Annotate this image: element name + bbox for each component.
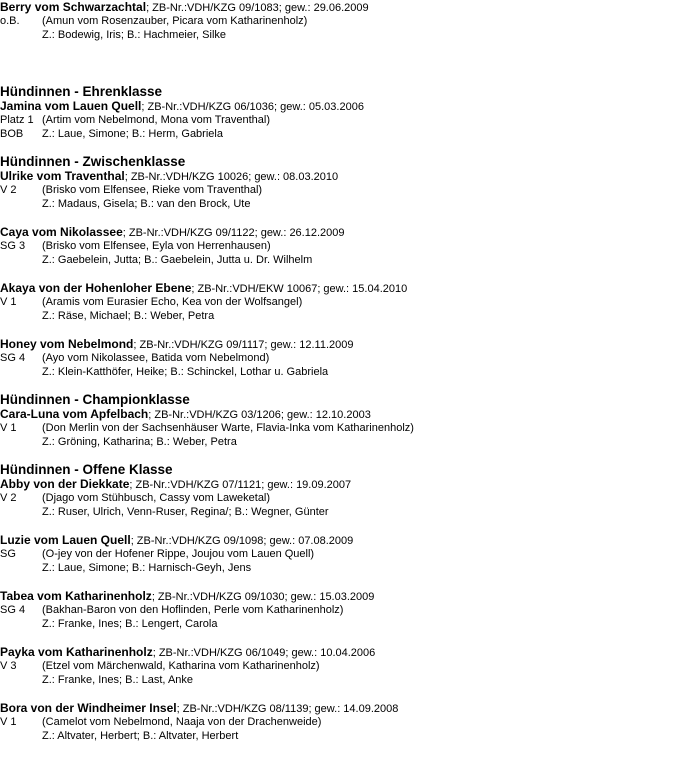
grade: SG — [0, 548, 16, 560]
parents: (Bakhan-Baron von den Hoflinden, Perle vom Katharinenholz) — [42, 604, 344, 616]
registration-info: ; ZB-Nr.:VDH/KZG 10026; gew.: 08.03.2010 — [124, 171, 339, 183]
dog-name: Payka vom Katharinenholz — [0, 645, 153, 659]
entry-parents-row — [0, 239, 700, 253]
entry-parents-row — [0, 659, 700, 673]
class-section-ehrenklasse — [0, 84, 700, 141]
parents: (Aramis vom Eurasier Echo, Kea von der Wolfsangel) — [42, 296, 303, 308]
breeder-owner: Z.: Altvater, Herbert; B.: Altvater, Herbert — [42, 730, 239, 742]
class-section-zwischenklasse — [0, 154, 700, 379]
entry-parents-row — [0, 603, 700, 617]
class-title: Hündinnen - Zwischenklasse — [0, 154, 186, 169]
spacer — [0, 42, 700, 84]
class-title: Hündinnen - Ehrenklasse — [0, 84, 163, 99]
dog-name: Ulrike vom Traventhal — [0, 169, 125, 183]
grade: SG 4 — [0, 604, 26, 616]
entry-heading — [0, 533, 700, 547]
breeder-owner: Z.: Bodewig, Iris; B.: Hachmeier, Silke — [42, 29, 227, 41]
parents: (O-jey von der Hofener Rippe, Joujou vom Lauen Quell) — [42, 548, 315, 560]
dog-name: Berry vom Schwarzachtal — [0, 0, 147, 14]
breeder-owner: Z.: Franke, Ines; B.: Lengert, Carola — [42, 618, 218, 630]
spacer — [0, 631, 700, 645]
spacer — [0, 575, 700, 589]
dog-entry — [0, 99, 700, 141]
entry-parents-row — [0, 14, 700, 28]
parents: (Artim vom Nebelmond, Mona vom Traventhal) — [42, 114, 271, 126]
entry-breeder-row — [0, 127, 700, 141]
breeder-owner: Z.: Klein-Katthöfer, Heike; B.: Schinckel, Lothar u. Gabriela — [42, 366, 329, 378]
grade: V 1 — [0, 296, 17, 308]
spacer — [0, 323, 700, 337]
class-section-offene-klasse — [0, 462, 700, 743]
award: BOB — [0, 128, 24, 140]
dog-name: Abby von der Diekkate — [0, 477, 130, 491]
entry-heading — [0, 99, 700, 113]
breeder-owner: Z.: Ruser, Ulrich, Venn-Ruser, Regina/; B.: Wegner, Günter — [42, 506, 329, 518]
registration-info: ; ZB-Nr.:VDH/KZG 07/1121; gew.: 19.09.2007 — [129, 479, 352, 491]
entry-heading — [0, 281, 700, 295]
entry-heading — [0, 589, 700, 603]
parents: (Amun vom Rosenzauber, Picara vom Katharinenholz) — [42, 15, 308, 27]
parents: (Etzel vom Märchenwald, Katharina vom Katharinenholz) — [42, 660, 320, 672]
entry-parents-row — [0, 491, 700, 505]
grade: Platz 1 — [0, 114, 34, 126]
registration-info: ; ZB-Nr.:VDH/KZG 09/1098; gew.: 07.08.2009 — [130, 535, 354, 547]
grade: V 1 — [0, 422, 17, 434]
dog-name: Tabea vom Katharinenholz — [0, 589, 152, 603]
dog-entry — [0, 281, 700, 323]
dog-name: Akaya von der Hohenloher Ebene — [0, 281, 192, 295]
breeder-owner: Z.: Laue, Simone; B.: Herm, Gabriela — [42, 128, 223, 140]
dog-name: Honey vom Nebelmond — [0, 337, 134, 351]
class-section-championklasse — [0, 392, 700, 449]
parents: (Ayo vom Nikolassee, Batida vom Nebelmond) — [42, 352, 270, 364]
dog-entry — [0, 701, 700, 743]
breeder-owner: Z.: Räse, Michael; B.: Weber, Petra — [42, 310, 215, 322]
registration-info: ; ZB-Nr.:VDH/KZG 08/1139; gew.: 14.09.2008 — [176, 703, 399, 715]
dog-name: Bora von der Windheimer Insel — [0, 701, 177, 715]
entry-parents-row — [0, 421, 700, 435]
registration-info: ; ZB-Nr.:VDH/KZG 09/1030; gew.: 15.03.2009 — [151, 591, 375, 603]
breeder-owner: Z.: Franke, Ines; B.: Last, Anke — [42, 674, 194, 686]
parents: (Djago vom Stühbusch, Cassy vom Laweketal) — [42, 492, 271, 504]
entry-parents-row — [0, 183, 700, 197]
entry-heading — [0, 169, 700, 183]
dog-entry — [0, 407, 700, 449]
grade: V 3 — [0, 660, 17, 672]
entry-parents-row — [0, 295, 700, 309]
spacer — [0, 267, 700, 281]
grade: SG 4 — [0, 352, 26, 364]
registration-info: ; ZB-Nr.:VDH/KZG 09/1083; gew.: 29.06.2009 — [146, 2, 369, 14]
parents: (Camelot vom Nebelmond, Naaja von der Drachenweide) — [42, 716, 322, 728]
class-title: Hündinnen - Championklasse — [0, 392, 190, 407]
dog-entry — [0, 0, 700, 42]
dog-entry — [0, 169, 700, 211]
grade: V 2 — [0, 492, 17, 504]
parents: (Don Merlin von der Sachsenhäuser Warte, Flavia-Inka vom Katharinenholz) — [42, 422, 414, 434]
breeder-owner: Z.: Madaus, Gisela; B.: van den Brock, Ute — [42, 198, 251, 210]
dog-entry — [0, 645, 700, 687]
spacer — [0, 519, 700, 533]
dog-entry — [0, 225, 700, 267]
dog-entry — [0, 589, 700, 631]
spacer — [0, 687, 700, 701]
dog-entry — [0, 337, 700, 379]
registration-info: ; ZB-Nr.:VDH/KZG 09/1122; gew.: 26.12.2009 — [122, 227, 345, 239]
entry-heading — [0, 645, 700, 659]
parents: (Brisko vom Elfensee, Rieke vom Traventhal) — [42, 184, 263, 196]
registration-info: ; ZB-Nr.:VDH/KZG 06/1036; gew.: 05.03.2006 — [141, 101, 364, 113]
dog-entry — [0, 533, 700, 575]
entry-heading — [0, 337, 700, 351]
breeder-owner: Z.: Gaebelein, Jutta; B.: Gaebelein, Jutta u. Dr. Wilhelm — [42, 254, 313, 266]
registration-info: ; ZB-Nr.:VDH/EKW 10067; gew.: 15.04.2010 — [191, 283, 408, 295]
entry-heading — [0, 225, 700, 239]
grade: SG 3 — [0, 240, 26, 252]
dog-entry — [0, 477, 700, 519]
entry-parents-row — [0, 113, 700, 127]
breeder-owner: Z.: Gröning, Katharina; B.: Weber, Petra — [42, 436, 237, 448]
entry-parents-row — [0, 715, 700, 729]
entry-heading — [0, 701, 700, 715]
dog-name: Luzie vom Lauen Quell — [0, 533, 131, 547]
registration-info: ; ZB-Nr.:VDH/KZG 09/1117; gew.: 12.11.2009 — [133, 339, 354, 351]
entry-heading — [0, 407, 700, 421]
entry-heading — [0, 0, 700, 14]
entry-heading — [0, 477, 700, 491]
grade: V 2 — [0, 184, 17, 196]
dog-name: Jamina vom Lauen Quell — [0, 99, 142, 113]
grade: o.B. — [0, 15, 20, 27]
entry-parents-row — [0, 351, 700, 365]
grade: V 1 — [0, 716, 17, 728]
entry-parents-row — [0, 547, 700, 561]
dog-name: Cara-Luna vom Apfelbach — [0, 407, 149, 421]
registration-info: ; ZB-Nr.:VDH/KZG 03/1206; gew.: 12.10.2003 — [148, 409, 371, 421]
registration-info: ; ZB-Nr.:VDH/KZG 06/1049; gew.: 10.04.2006 — [152, 647, 376, 659]
breeder-owner: Z.: Laue, Simone; B.: Harnisch-Geyh, Jens — [42, 562, 252, 574]
class-title: Hündinnen - Offene Klasse — [0, 462, 173, 477]
dog-name: Caya vom Nikolassee — [0, 225, 123, 239]
parents: (Brisko vom Elfensee, Eyla von Herrenhausen) — [42, 240, 271, 252]
spacer — [0, 211, 700, 225]
